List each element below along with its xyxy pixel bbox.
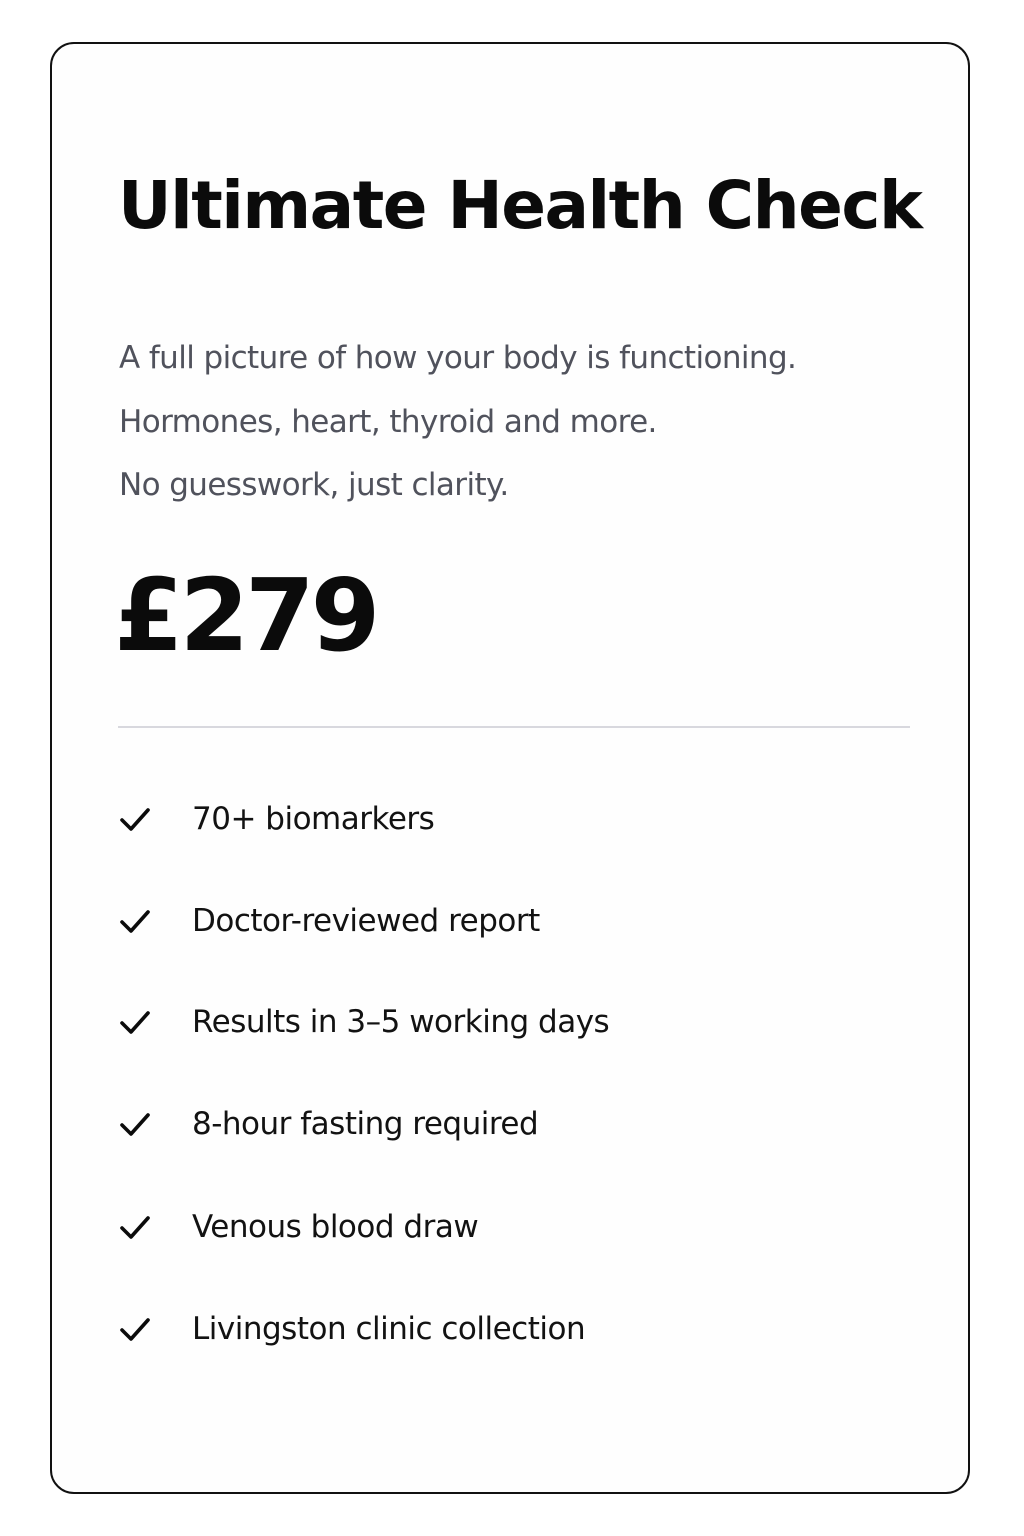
check-icon — [118, 1210, 152, 1244]
check-icon — [118, 802, 152, 836]
feature-item — [118, 891, 878, 951]
description-line: No guesswork, just clarity. — [119, 467, 509, 503]
price: £279 — [114, 557, 377, 674]
feature-label: Results in 3–5 working days — [192, 1004, 610, 1040]
check-icon — [118, 1107, 152, 1141]
feature-item — [118, 1197, 878, 1257]
feature-item — [118, 992, 878, 1052]
feature-item — [118, 1299, 878, 1359]
check-icon — [118, 1005, 152, 1039]
feature-label: 8-hour fasting required — [192, 1106, 539, 1142]
description-line: A full picture of how your body is functioning. — [119, 340, 797, 376]
feature-label: Doctor-reviewed report — [192, 903, 540, 939]
pricing-card — [50, 42, 970, 1494]
feature-label: Livingston clinic collection — [192, 1311, 586, 1347]
feature-item — [118, 789, 878, 849]
check-icon — [118, 1312, 152, 1346]
description-line: Hormones, heart, thyroid and more. — [119, 404, 657, 440]
feature-item — [118, 1094, 878, 1154]
card-title: Ultimate Health Check — [118, 167, 922, 244]
check-icon — [118, 904, 152, 938]
feature-label: Venous blood draw — [192, 1209, 479, 1245]
divider — [118, 726, 910, 728]
feature-label: 70+ biomarkers — [192, 801, 435, 837]
